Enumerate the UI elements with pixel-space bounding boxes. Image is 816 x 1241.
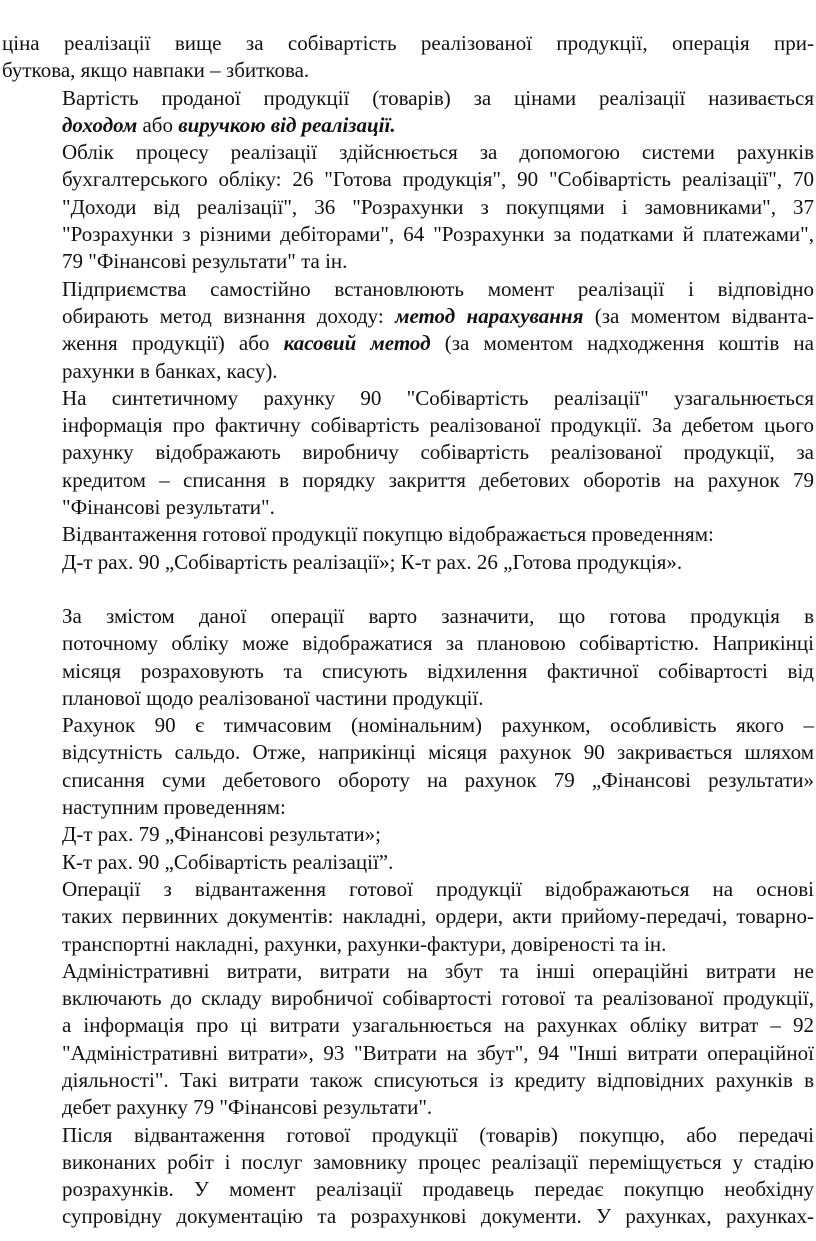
paragraph-settlements (2, 1122, 814, 1231)
text-fragment: (за моментом відванта- (583, 303, 814, 328)
text-line: поточному обліку може відображатися за плановою собівартістю. Наприкінці (62, 631, 814, 656)
paragraph-primary-documents (2, 876, 814, 958)
text-line: кредитом – списання в порядку закриття дебетових оборотів на рахунок 79 (62, 467, 814, 492)
text-line: "Розрахунки з різними дебіторами", 64 "Розрахунки за податками й платежами", (62, 222, 814, 247)
term-accrual-method: метод нарахування (395, 303, 584, 328)
text-line: рахунку відображають виробничу собівартість реалізованої продукції, за (62, 440, 814, 465)
text-fragment: обирають метод визнання доходу: (62, 303, 396, 328)
text-line: буткова, якщо навпаки – збиткова. (2, 58, 310, 83)
text-line: рахунки в банках, касу). (62, 358, 278, 383)
text-line: "Доходи від реалізації", 36 "Розрахунки з покупцями і замовниками", 37 (62, 194, 814, 219)
text-line: списання суми дебетового обороту на рахунок 79 „Фінансові результати» (62, 767, 814, 792)
text-line: діяльності". Такі витрати також списуються із кредиту відповідних рахунків в (62, 1067, 814, 1092)
text-line: транспортні накладні, рахунки, рахунки-фактури, довіреності та ін. (62, 931, 667, 956)
paragraph-shipment-entry-intro (2, 521, 814, 548)
text-line: Підприємства самостійно встановлюють момент реалізації і відповідно (62, 276, 814, 301)
text-line (2, 303, 814, 330)
text-line: наступним проведенням: (62, 795, 286, 820)
text-line: інформація про фактичну собівартість реалізованої продукції. За дебетом цього (62, 413, 814, 438)
text-line: Вартість проданої продукції (товарів) за цінами реалізації називається (62, 85, 814, 110)
blank-line (2, 576, 814, 603)
paragraph-sale-result (2, 30, 814, 85)
text-line: Операції з відвантаження готової продукції відображаються на основі (62, 876, 814, 901)
paragraph-accounts-list (2, 139, 814, 275)
text-line: місяця розраховують та списують відхилення фактичної собівартості від (62, 658, 814, 683)
text-line: відсутність сальдо. Отже, наприкінці місяця рахунок 90 закривається шляхом (62, 740, 814, 765)
text-line: Облік процесу реалізації здійснюється за допомогою системи рахунків (62, 140, 814, 165)
term-sales-revenue: виручкою від реалізації. (178, 112, 396, 137)
text-line: бухгалтерського обліку: 26 "Готова продукція", 90 "Собівартість реалізації", 70 (62, 167, 814, 192)
text-line: таких первинних документів: накладні, ордери, акти прийому-передачі, товарно- (62, 904, 814, 929)
text-line: На синтетичному рахунку 90 "Собівартість реалізації" узагальнюється (62, 385, 814, 410)
text-fragment: або (137, 112, 179, 137)
text-line: Відвантаження готової продукції покупцю відображається проведенням: (62, 522, 714, 547)
text-line: дебет рахунку 79 "Фінансові результати". (62, 1095, 433, 1120)
paragraph-recognition-methods (2, 276, 814, 385)
text-line: розрахунків. У момент реалізації продавець передає покупцю необхідну (62, 1177, 814, 1202)
text-line (2, 330, 814, 357)
text-fragment: (за моментом надходження коштів на (430, 331, 814, 356)
text-line: ціна реалізації вище за собівартість реалізованої продукції, операція при- (2, 31, 814, 55)
text-line: Д-т рах. 79 „Фінансові результати»; (62, 822, 381, 847)
text-line: а інформація про ці витрати узагальнюється на рахунках обліку витрат – 92 (62, 1013, 814, 1038)
paragraph-operating-expenses (2, 958, 814, 1122)
paragraph-temporary-account (2, 712, 814, 821)
text-line: супровідну документацію та розрахункові документи. У рахунках, рахунках- (62, 1204, 814, 1229)
text-line: Адміністративні витрати, витрати на збут та інші операційні витрати не (62, 958, 814, 983)
paragraph-account-90 (2, 385, 814, 521)
text-line: виконаних робіт і послуг замовнику процес реалізації переміщується у стадію (62, 1149, 814, 1174)
paragraph-planned-cost (2, 603, 814, 712)
term-cash-method: касовий метод (283, 331, 431, 356)
paragraph-revenue-definition (2, 85, 814, 140)
text-line: За змістом даної операції варто зазначити, що готова продукція в (62, 603, 814, 628)
text-fragment: ження продукції) або (62, 331, 284, 356)
text-line: Д-т рах. 90 „Собівартість реалізації»; К-т рах. 26 „Готова продукція». (62, 549, 683, 574)
accounting-entry-shipment (2, 549, 814, 576)
accounting-entry-credit (2, 849, 814, 876)
text-line: Після відвантаження готової продукції (товарів) покупцю, або передачі (62, 1122, 814, 1147)
text-line: Рахунок 90 є тимчасовим (номінальним) рахунком, особливість якого – (62, 713, 814, 738)
text-line: включають до складу виробничої собівартості готової та реалізованої продукції, (62, 986, 814, 1011)
accounting-entry-debit (2, 821, 814, 848)
text-line: "Адміністративні витрати», 93 "Витрати на збут", 94 "Інші витрати операційної (62, 1040, 814, 1065)
text-line (2, 112, 814, 139)
text-line: 79 "Фінансові результати" та ін. (62, 249, 348, 274)
text-line: К-т рах. 90 „Собівартість реалізації”. (62, 849, 394, 874)
term-income: доходом (62, 112, 138, 137)
text-line: планової щодо реалізованої частини продукції. (62, 685, 484, 710)
text-line: "Фінансові результати". (62, 495, 275, 520)
